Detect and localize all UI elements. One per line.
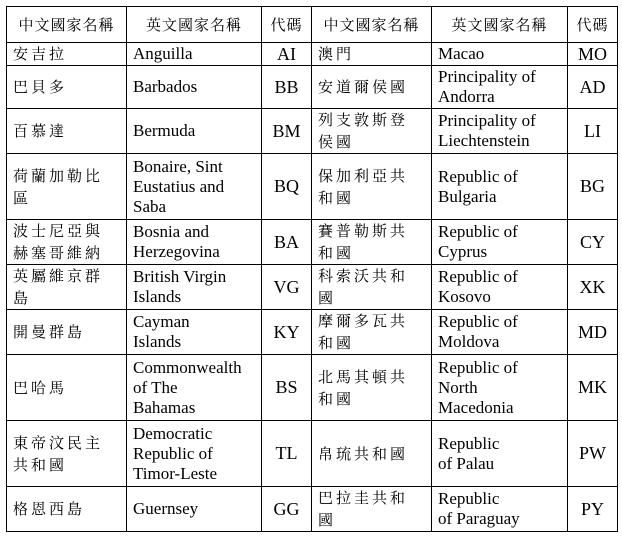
- code-right: MO: [568, 43, 618, 66]
- zh-name-left: 安吉拉: [7, 43, 127, 66]
- en-name-right: Republic of Cyprus: [432, 220, 568, 265]
- header-zh-name-left: 中文國家名稱: [7, 7, 127, 43]
- en-name-left: Bermuda: [127, 109, 262, 154]
- zh-name-left: 格恩西島: [7, 487, 127, 532]
- en-name-right: Republic of Paraguay: [432, 487, 568, 532]
- en-name-left: Commonwealth of The Bahamas: [127, 355, 262, 421]
- header-code-left: 代碼: [262, 7, 312, 43]
- table-row: [7, 421, 618, 487]
- code-left: GG: [262, 487, 312, 532]
- en-name-left: Bonaire, Sint Eustatius and Saba: [127, 154, 262, 220]
- en-name-left: British Virgin Islands: [127, 265, 262, 310]
- header-row: [7, 7, 618, 43]
- code-right: PW: [568, 421, 618, 487]
- zh-name-left: 波士尼亞與赫塞哥維納: [7, 220, 127, 265]
- en-name-left: Democratic Republic of Timor-Leste: [127, 421, 262, 487]
- header-en-name-left: 英文國家名稱: [127, 7, 262, 43]
- table-row: [7, 310, 618, 355]
- table-row: [7, 109, 618, 154]
- en-name-right: Principality of Liechtenstein: [432, 109, 568, 154]
- en-name-right: Republic of Moldova: [432, 310, 568, 355]
- table-row: [7, 487, 618, 532]
- code-left: TL: [262, 421, 312, 487]
- code-right: LI: [568, 109, 618, 154]
- en-name-right: Principality of Andorra: [432, 66, 568, 109]
- table-body: [7, 43, 618, 532]
- header-zh-name-right: 中文國家名稱: [312, 7, 432, 43]
- table-row: [7, 220, 618, 265]
- table-row: [7, 265, 618, 310]
- zh-name-left: 荷蘭加勒比區: [7, 154, 127, 220]
- code-left: BQ: [262, 154, 312, 220]
- zh-name-right: 保加利亞共和國: [312, 154, 432, 220]
- code-left: BM: [262, 109, 312, 154]
- zh-name-left: 開曼群島: [7, 310, 127, 355]
- en-name-left: Anguilla: [127, 43, 262, 66]
- code-left: KY: [262, 310, 312, 355]
- code-right: AD: [568, 66, 618, 109]
- en-name-left: Barbados: [127, 66, 262, 109]
- zh-name-right: 摩爾多瓦共和國: [312, 310, 432, 355]
- zh-name-right: 澳門: [312, 43, 432, 66]
- en-name-right: Republic of Bulgaria: [432, 154, 568, 220]
- en-name-right: Macao: [432, 43, 568, 66]
- table-row: [7, 154, 618, 220]
- code-right: CY: [568, 220, 618, 265]
- code-right: BG: [568, 154, 618, 220]
- code-right: MD: [568, 310, 618, 355]
- en-name-right: Republic of Palau: [432, 421, 568, 487]
- code-right: MK: [568, 355, 618, 421]
- en-name-left: Bosnia and Herzegovina: [127, 220, 262, 265]
- en-name-right: Republic of North Macedonia: [432, 355, 568, 421]
- code-left: BB: [262, 66, 312, 109]
- table-row: [7, 43, 618, 66]
- country-code-table: [6, 6, 618, 532]
- zh-name-left: 東帝汶民主共和國: [7, 421, 127, 487]
- code-left: AI: [262, 43, 312, 66]
- zh-name-left: 巴貝多: [7, 66, 127, 109]
- header-en-name-right: 英文國家名稱: [432, 7, 568, 43]
- header-code-right: 代碼: [568, 7, 618, 43]
- zh-name-right: 北馬其頓共和國: [312, 355, 432, 421]
- en-name-left: Cayman Islands: [127, 310, 262, 355]
- zh-name-right: 列支敦斯登侯國: [312, 109, 432, 154]
- zh-name-right: 賽普勒斯共和國: [312, 220, 432, 265]
- zh-name-left: 英屬維京群島: [7, 265, 127, 310]
- code-left: BS: [262, 355, 312, 421]
- en-name-left: Guernsey: [127, 487, 262, 532]
- code-left: BA: [262, 220, 312, 265]
- table-row: [7, 355, 618, 421]
- en-name-right: Republic of Kosovo: [432, 265, 568, 310]
- zh-name-left: 百慕達: [7, 109, 127, 154]
- zh-name-right: 帛琉共和國: [312, 421, 432, 487]
- zh-name-right: 科索沃共和國: [312, 265, 432, 310]
- zh-name-right: 巴拉圭共和國: [312, 487, 432, 532]
- zh-name-right: 安道爾侯國: [312, 66, 432, 109]
- table-row: [7, 66, 618, 109]
- zh-name-left: 巴哈馬: [7, 355, 127, 421]
- code-right: PY: [568, 487, 618, 532]
- code-left: VG: [262, 265, 312, 310]
- code-right: XK: [568, 265, 618, 310]
